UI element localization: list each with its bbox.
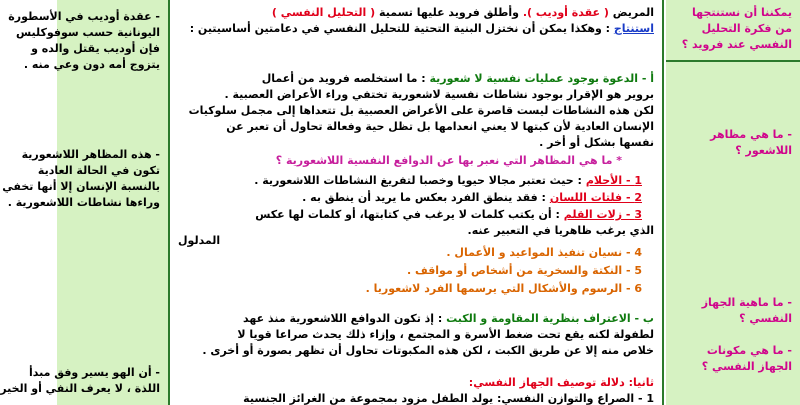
- question-line: النفسي عند فرويد ؟: [681, 38, 792, 51]
- question-line: يمكننا أن نستنتجها: [692, 6, 792, 19]
- left-note-line: فإن أوديب يقتل والده و: [31, 42, 160, 55]
- column-divider: [666, 60, 800, 62]
- item-text: : حيث تعتبر مجالا حيويا وخصبا لتفريغ النشاطات اللاشعورية .: [254, 174, 582, 187]
- question-line: اللاشعور ؟: [735, 144, 792, 157]
- left-note-line: - عقدة أوديب في الأسطورة: [8, 10, 160, 23]
- item-cont-word: المدلول: [178, 234, 221, 247]
- questions-column: [666, 0, 800, 405]
- first-pillar-title: أ - الدعوة بوجود عمليات نفسية لا شعورية: [429, 72, 654, 85]
- item-cont-text: الذي يرغب ظاهريا في التعبير عنه.: [467, 224, 654, 237]
- question-line: - ما هي مكونات: [706, 344, 792, 357]
- left-note-line: يتزوج أمه دون وعي منه .: [23, 58, 160, 71]
- question-line: النفسي ؟: [739, 312, 792, 325]
- intro-patient: المريض: [612, 6, 654, 19]
- list-item-jokes: 5 - النكتة والسخرية من أشخاص أو مواقف .: [406, 264, 642, 277]
- conclusion-text: : وهكذا يمكن أن نختزل البنية التحتية للتحليل النفسي في دعامتين أساسيتين :: [189, 22, 611, 35]
- paragraph-line: خلاص منه إلا عن طريق الكبت ، لكن هذه المكبوتات تحاول أن تظهر بصورة أو أخرى .: [202, 344, 654, 357]
- question-line: الجهاز النفسي ؟: [701, 360, 792, 373]
- item-text: : أن يكتب كلمات لا يرغب في كتابتها، أو كلمات لها عكس: [255, 208, 560, 221]
- list-item-slips-tongue: [302, 191, 642, 204]
- second-pillar-heading: [243, 312, 654, 325]
- intro-named: وأطلق فرويد عليها تسمية: [379, 6, 520, 19]
- list-item-slips-pen-cont: [468, 224, 654, 237]
- intro-line: [272, 6, 654, 19]
- oedipus-term: ( عقدة أوديب ).: [522, 6, 609, 19]
- paragraph-line: الإنسان العادية لأن كبتها لا يعني انعدامها بل تظل حية وفعالة تحاول أن تعبر عن: [226, 120, 654, 133]
- list-item-slips-pen: [255, 208, 642, 221]
- item-label: 3 - زلات القلم: [563, 208, 642, 221]
- left-note-line: - أن الهو يسير وفق مبدأ: [29, 366, 160, 379]
- question-line: - ما هي مظاهر: [710, 128, 792, 141]
- third-section-item: 1 - الصراع والتوازن النفسي: يولد الطفل مزود بمجموعة من الغرائز الجنسية: [243, 392, 654, 405]
- paragraph-line: بروير هو الإقرار بوجود نشاطات نفسية لاشعورية تختفي وراء الأعراض العصبية .: [224, 88, 654, 101]
- list-item-drawings: 6 - الرسوم والأشكال التي يرسمها الفرد لاشعوريا .: [365, 282, 642, 295]
- left-notes-column: [0, 0, 170, 405]
- question-line: - ما ماهية الجهاز: [701, 296, 792, 309]
- conclusion-label: استنتاج: [613, 22, 654, 35]
- list-item-dreams: [254, 174, 642, 187]
- paragraph-line: نفسها بشكل أو أخر .: [539, 136, 654, 149]
- conclusion-line: [190, 22, 654, 35]
- paragraph-line: لكن هذه النشاطات ليست قاصرة على الأعراض العصبية بل تتعداها إلى مجمل سلوكيات: [188, 104, 654, 117]
- second-pillar-text: : إذ تكون الدوافع اللاشعورية منذ عهد: [243, 312, 443, 325]
- left-note-line: بالنسبة الإنسان إلا أنها تخفي: [2, 180, 160, 193]
- third-section-title: ثانيا: دلالة توصيف الجهاز النفسي:: [468, 376, 654, 389]
- left-note-line: اللذة ، لا يعرف النفي أو الخير: [0, 382, 160, 395]
- item-label: 1 - الأحلام: [585, 174, 642, 187]
- manifestations-question: * ما هي المظاهر التي نعبر بها عن الدوافع النفسية اللاشعورية ؟: [275, 154, 622, 167]
- left-note-line: وراءها نشاطات اللاشعورية .: [7, 196, 160, 209]
- second-pillar-title: ب - الاعتراف بنظرية المقاومة و الكبت: [446, 312, 654, 325]
- psychoanalysis-term: ( التحليل النفسي ): [271, 6, 376, 19]
- main-content-column: [172, 0, 664, 405]
- question-line: من فكرة التحليل: [701, 22, 792, 35]
- item-text: : فقد ينطق الفرد بعكس ما يريد أن ينطق به .: [302, 191, 546, 204]
- left-note-line: اليونانية حسب سوفوكليس: [15, 26, 160, 39]
- first-pillar-heading: [262, 72, 654, 85]
- first-pillar-text: : ما استخلصه فرويد من أعمال: [261, 72, 426, 85]
- list-item-forgetting: 4 - نسيان تنفيذ المواعيد و الأعمال .: [446, 246, 642, 259]
- left-note-line: تكون في الحالة العادية: [37, 164, 160, 177]
- item-label: 2 - فلتات اللسان: [549, 191, 642, 204]
- left-note-line: - هذه المظاهر اللاشعورية: [21, 148, 160, 161]
- paragraph-line: لطفولة لكنه يقع تحت ضغط الأسرة و المجتمع ، وإزاء ذلك يحدث صراعا قويا لا: [237, 328, 654, 341]
